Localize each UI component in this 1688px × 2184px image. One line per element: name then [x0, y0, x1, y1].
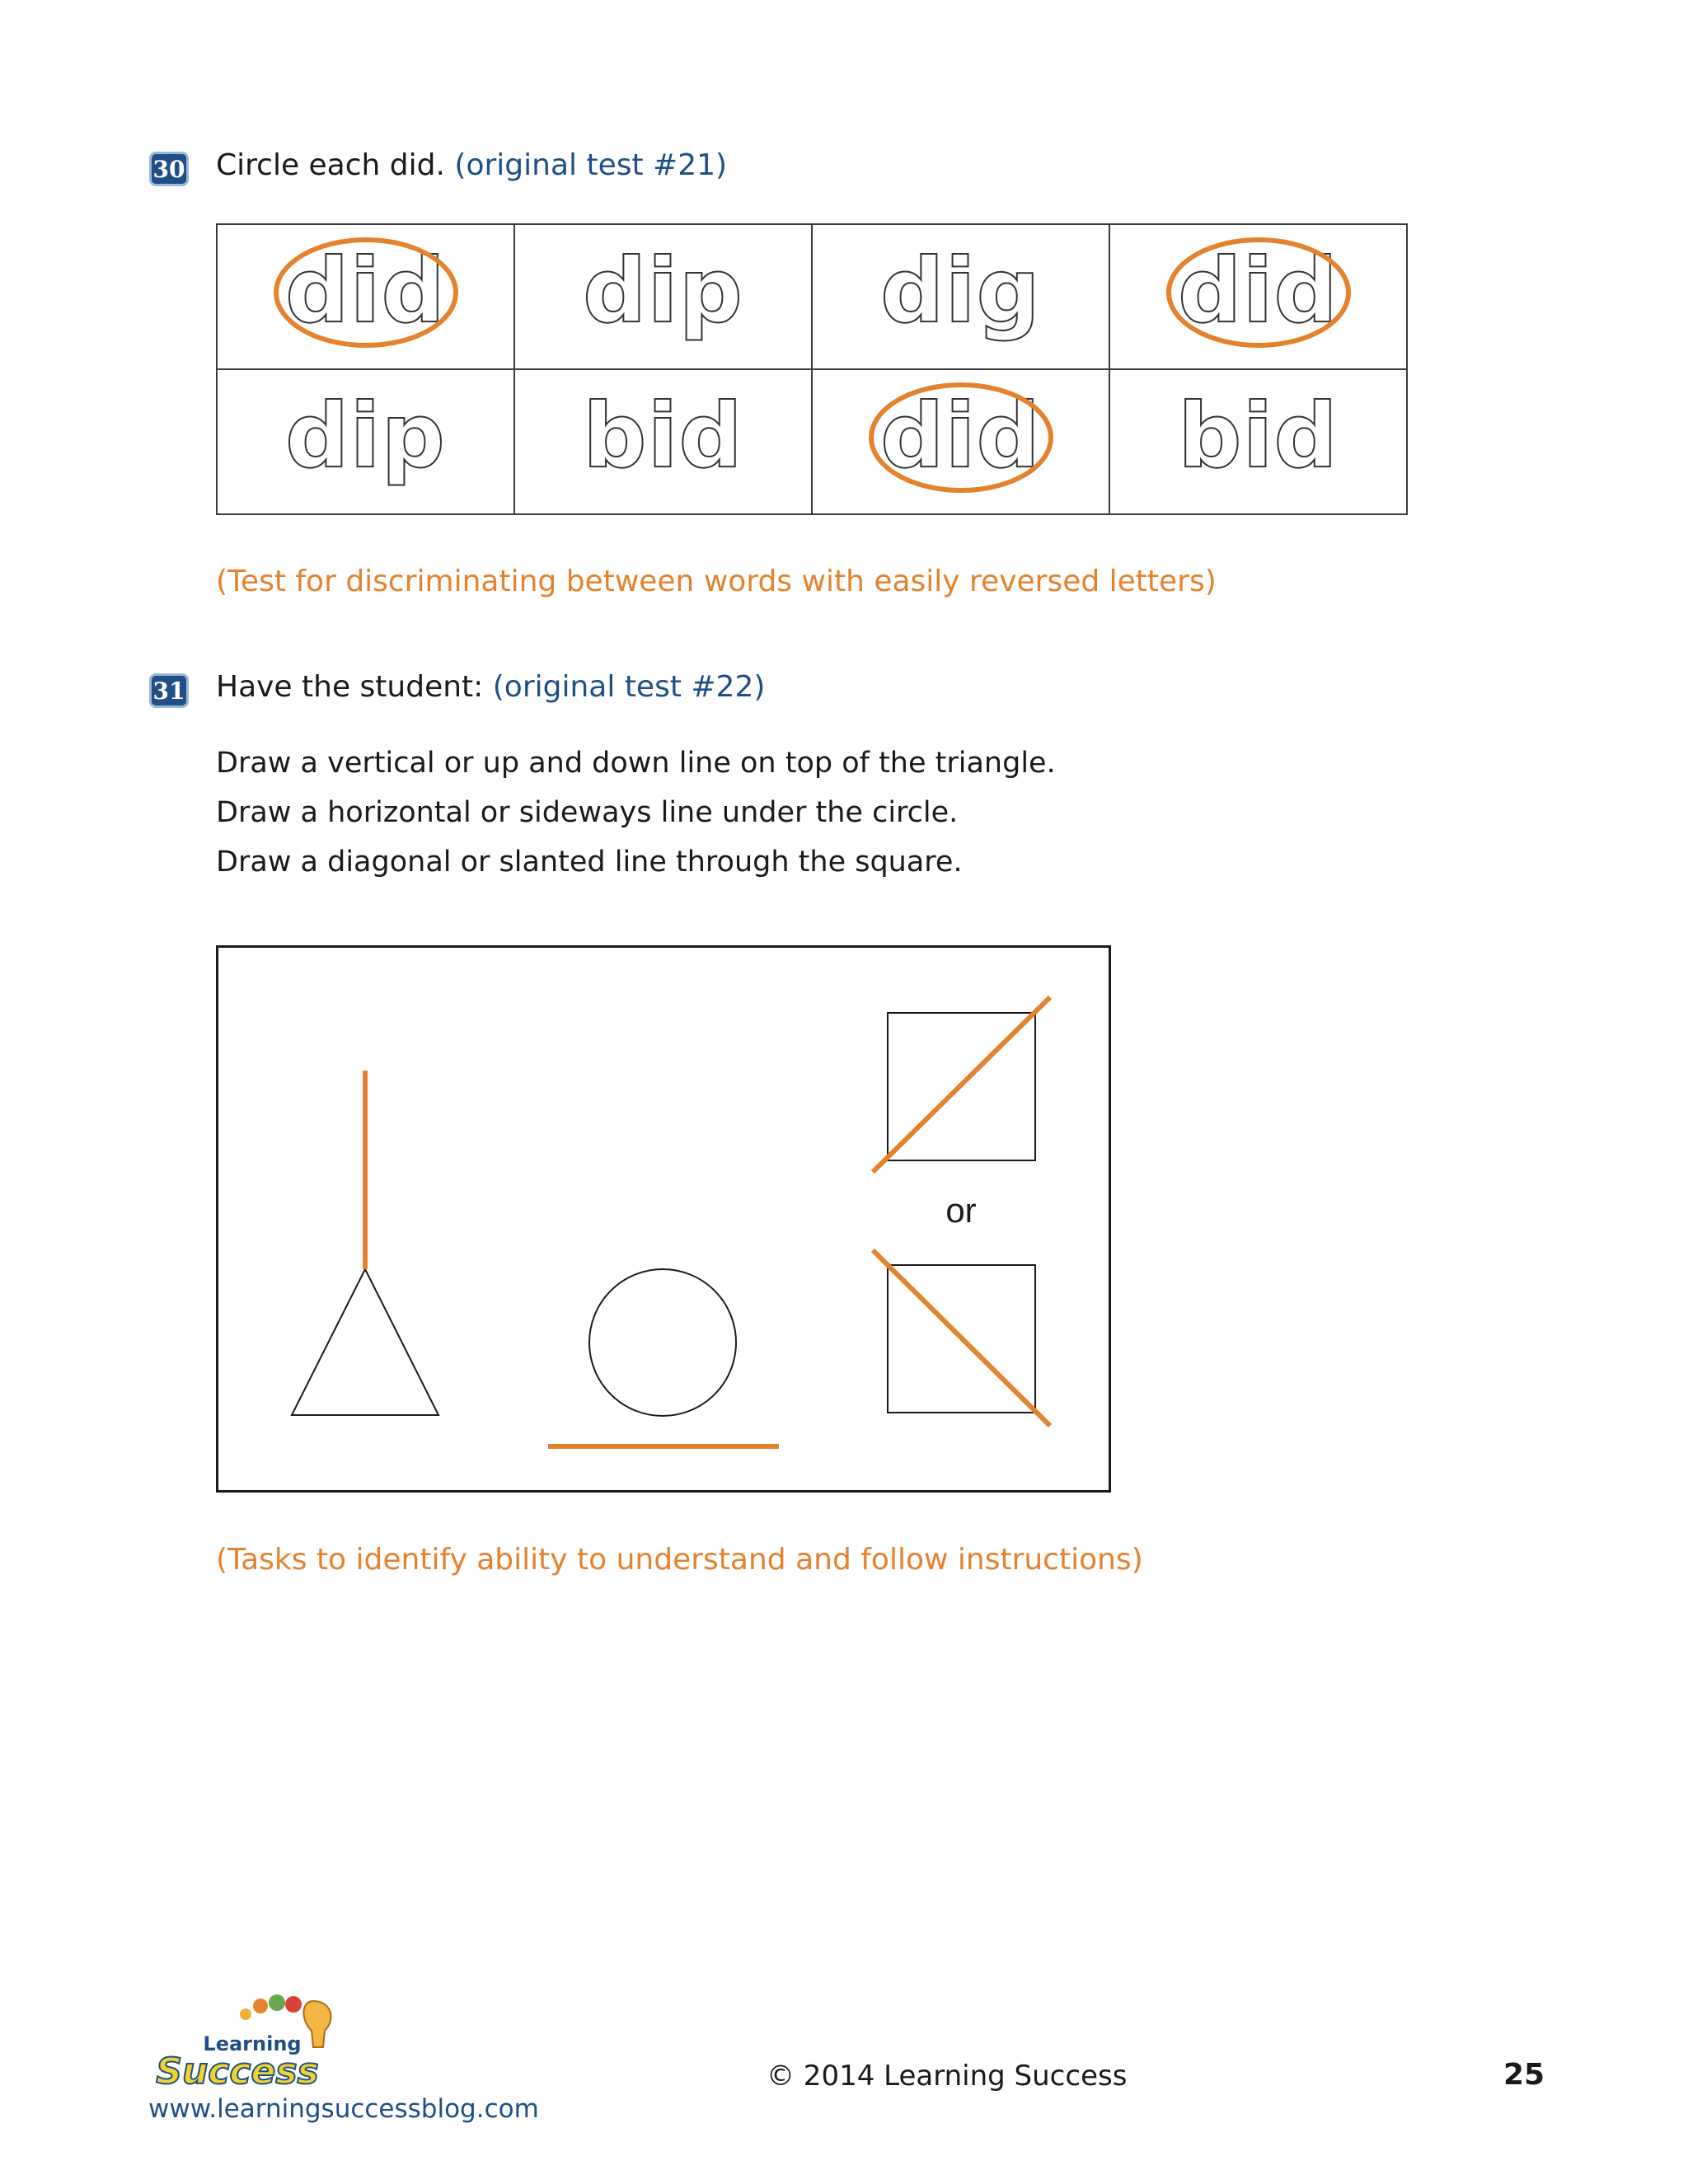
original-test-reference: (original test #22): [492, 670, 766, 704]
or-label: or: [945, 1191, 977, 1230]
word: bid: [583, 385, 743, 488]
question-prompt: [216, 148, 727, 182]
word-cell[interactable]: [217, 224, 514, 369]
logo-text-bottom: Success: [156, 2050, 319, 2092]
word: dip: [583, 240, 743, 343]
word-cell[interactable]: [514, 369, 812, 514]
instruction-line: Draw a horizontal or sideways line under the circle.: [216, 796, 959, 829]
question-prompt: [216, 670, 765, 704]
instruction-line: Draw a vertical or up and down line on top of the triangle.: [216, 747, 1056, 780]
copyright-text: © 2014 Learning Success: [767, 2060, 1128, 2093]
word-cell[interactable]: [514, 224, 812, 369]
question-number-badge: 30: [149, 152, 189, 186]
word-cell[interactable]: [1109, 224, 1407, 369]
word-grid-row: [217, 224, 1407, 369]
word-cell[interactable]: [1109, 369, 1407, 514]
test-note: (Test for discriminating between words with easily reversed letters): [216, 565, 1217, 598]
original-test-reference: (original test #21): [454, 148, 728, 182]
word: did: [285, 240, 446, 343]
website-link[interactable]: www.learningsuccessblog.com: [148, 2094, 539, 2124]
learning-success-logo[interactable]: [148, 1994, 346, 2092]
logo-text-top: Learning: [203, 2032, 302, 2055]
word: bid: [1178, 385, 1339, 488]
word-grid-row: [217, 369, 1407, 514]
instruction-line: Draw a diagonal or slanted line through the square.: [216, 846, 963, 879]
prompt-text: Have the student:: [216, 670, 484, 704]
prompt-text: Circle each did.: [216, 148, 445, 182]
word-cell[interactable]: [217, 369, 514, 514]
word: did: [880, 385, 1041, 488]
word-cell[interactable]: [812, 224, 1109, 369]
test-note: (Tasks to identify ability to understand and follow instructions): [216, 1543, 1143, 1577]
word-grid: [216, 223, 1408, 515]
word: dig: [880, 240, 1041, 343]
word: dip: [285, 385, 446, 488]
word: did: [1178, 240, 1339, 343]
shapes-figure: [216, 945, 1111, 1493]
question-number-badge: 31: [149, 673, 189, 708]
page-number: 25: [1503, 2058, 1545, 2092]
word-cell[interactable]: [812, 369, 1109, 514]
